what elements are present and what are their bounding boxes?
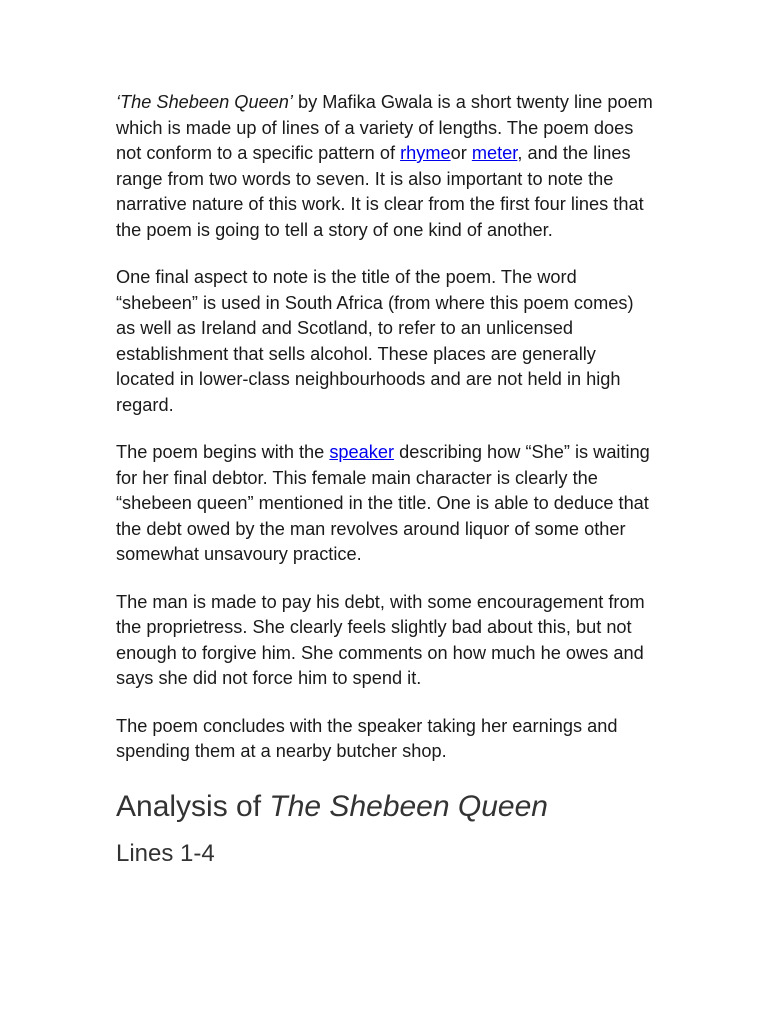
analysis-heading — [116, 787, 656, 827]
paragraph-title-meaning: One final aspect to note is the title of the poem. The word “shebeen” is used in South Africa (from where this poem comes) as well as Ireland and Scotland, to refer to an unlicensed establishment that sells alcohol. These places are generally located in lower-class neighbourhoods and are not held in high regard. — [116, 267, 634, 415]
poem-title-italic: ‘The Shebeen Queen’ — [116, 92, 293, 112]
paragraph-conclusion: The poem concludes with the speaker taking her earnings and spending them at a nearby butcher shop. — [116, 715, 618, 761]
paragraph-text: by Mafika Gwala is a short twenty line poem which is made up of lines of a variety of lengths. The poem does not conform to a specific pattern of — [116, 92, 653, 163]
paragraph-text: describing how “She” is waiting for her final debtor. This female main character is clearly the “shebeen queen” mentioned in the title. One is able to deduce that the debt owed by the man revolves around liquor of some other somewhat unsavoury practice. — [116, 442, 650, 564]
analysis-heading-title: The Shebeen Queen — [269, 789, 548, 823]
paragraph-text: , and the lines range from two words to seven. It is also important to note the narrative nature of this work. It is clear from the first four lines that the poem is going to tell a story of one kind of another. — [116, 143, 644, 240]
rhyme-link[interactable]: rhyme — [400, 143, 451, 163]
lines-subheading: Lines 1-4 — [116, 839, 215, 867]
paragraph-debt-payment: The man is made to pay his debt, with some encouragement from the proprietress. She clearly feels slightly bad about this, but not enough to forgive him. She comments on how much he owes and says she did not force him to spend it. — [116, 591, 645, 688]
article-body — [116, 90, 656, 869]
meter-link[interactable]: meter — [471, 143, 518, 163]
paragraph-text: The poem begins with the — [116, 442, 330, 462]
paragraph-poem-beginning — [116, 440, 656, 568]
analysis-heading-prefix: Analysis of — [116, 789, 270, 823]
speaker-link[interactable]: speaker — [329, 442, 395, 462]
paragraph-text: or — [450, 143, 472, 163]
paragraph-summary-structure — [116, 90, 656, 243]
